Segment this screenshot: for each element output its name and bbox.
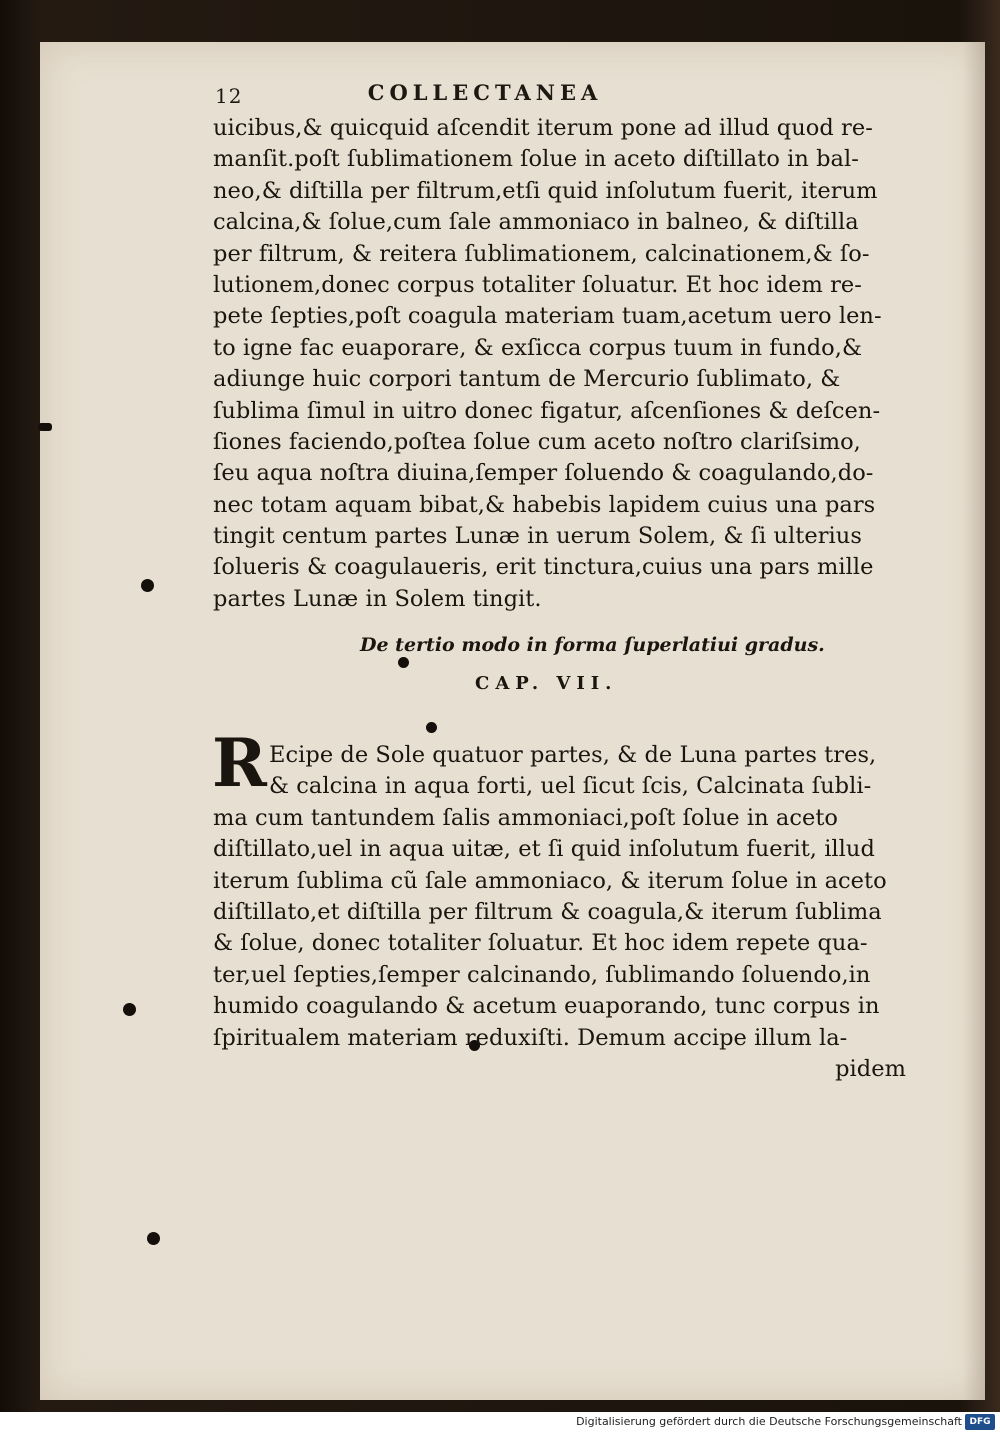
- text-line: per filtrum, & reitera ſublimationem, calcinationem,& ſo-: [213, 240, 870, 267]
- section-caption: De tertio modo in forma ſuperlatiui gradus.: [360, 634, 825, 656]
- text-line: neo,& diſtilla per filtrum,etſi quid inſolutum fuerit, iterum: [213, 177, 878, 204]
- text-line: & ſolue, donec totaliter ſoluatur. Et hoc idem repete qua-: [213, 930, 868, 957]
- text-line: ma cum tantundem ſalis ammoniaci,poſt ſolue in aceto: [213, 804, 839, 831]
- text-line: uicibus,& quicquid aſcendit iterum pone ad illud quod re-: [213, 115, 873, 141]
- paragraph-2: [213, 740, 943, 1085]
- footer-bar: [0, 1412, 1000, 1433]
- running-head: COLLECTANEA: [367, 80, 603, 105]
- dfg-logo-icon: DFG: [965, 1414, 995, 1430]
- text-line: calcina,& ſolue,cum ſale ammoniaco in balneo, & diſtilla: [213, 209, 859, 236]
- chapter-heading: CAP. VII.: [475, 673, 618, 694]
- text-line: diſtillato,uel in aqua uitæ, et ſi quid inſolutum fuerit, illud: [213, 836, 875, 863]
- drop-cap: R: [212, 724, 267, 802]
- page-number: 12: [215, 84, 243, 108]
- paragraph-1: [213, 113, 943, 615]
- page-header: [215, 80, 755, 110]
- text-line: ſiones faciendo,poſtea ſolue cum aceto noſtro clariſsimo,: [213, 428, 861, 455]
- text-line: ſublima ſimul in uitro donec figatur, aſcenſiones & deſcen-: [213, 397, 881, 424]
- text-line: ſpiritualem materiam reduxiſti. Demum accipe illum la-: [213, 1024, 848, 1051]
- text-line: ter,uel ſepties,ſemper calcinando, ſublimando ſoluendo,in: [213, 961, 871, 988]
- margin-dot: [123, 1003, 136, 1016]
- text-line: manſit.poſt ſublimationem ſolue in aceto diſtillato in bal-: [213, 146, 859, 173]
- text-line: Ecipe de Sole quatuor partes, & de Luna partes tres,: [269, 742, 877, 768]
- margin-mark: [38, 423, 52, 431]
- text-line: lutionem,donec corpus totaliter ſoluatur. Et hoc idem re-: [213, 271, 862, 298]
- text-line: iterum ſublima cũ ſale ammoniaco, & iterum ſolue in aceto: [213, 867, 887, 894]
- text-line: ſolueris & coagulaueris, erit tinctura,cuius una pars mille: [213, 554, 874, 581]
- text-line: tingit centum partes Lunæ in uerum Solem, & ſi ulterius: [213, 523, 862, 550]
- text-line: nec totam aquam bibat,& habebis lapidem cuius una pars: [213, 491, 876, 518]
- text-line: ſeu aqua noſtra diuina,ſemper ſoluendo & coagulando,do-: [213, 460, 874, 487]
- ink-blot: [398, 657, 409, 668]
- margin-dot: [147, 1232, 160, 1245]
- text-line: adiunge huic corpori tantum de Mercurio ſublimato, &: [213, 366, 841, 393]
- text-line: pete ſepties,poſt coagula materiam tuam,acetum uero len-: [213, 303, 882, 330]
- text-line: to igne fac euaporare, & exſicca corpus tuum in fundo,&: [213, 334, 863, 361]
- text-line: & calcina in aqua forti, uel ſicut ſcis, Calcinata ſubli-: [269, 773, 872, 800]
- footer-credit: Digitalisierung gefördert durch die Deutsche Forschungsgemeinschaft: [576, 1415, 962, 1428]
- catchword: pidem: [835, 1055, 906, 1082]
- text-line: humido coagulando & acetum euaporando, tunc corpus in: [213, 993, 880, 1020]
- ink-blot: [426, 722, 437, 733]
- text-line: diſtillato,et diſtilla per filtrum & coagula,& iterum ſublima: [213, 898, 882, 925]
- margin-dot: [141, 579, 154, 592]
- text-line: partes Lunæ in Solem tingit.: [213, 585, 542, 612]
